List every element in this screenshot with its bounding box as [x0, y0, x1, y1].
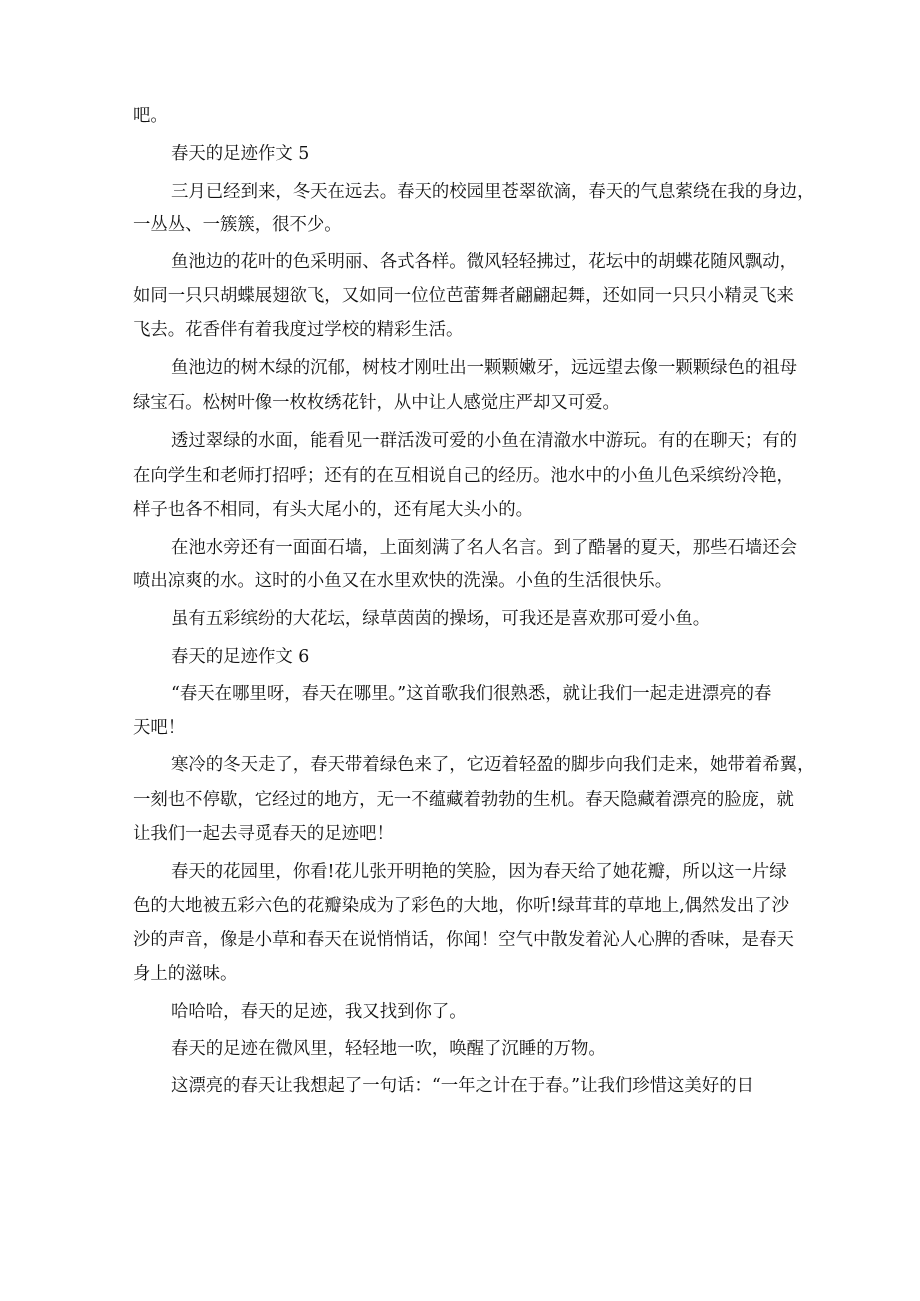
text-line: 让我们一起去寻觅春天的足迹吧！: [133, 824, 394, 844]
text-line: “春天在哪里呀，春天在哪里。”这首歌我们很熟悉，就让我们一起走进漂亮的春: [171, 684, 772, 704]
text-line: 身上的滋味。: [133, 964, 238, 984]
section-heading: 春天的足迹作文 5: [171, 144, 310, 164]
text-line: 色的大地被五彩六色的花瓣染成为了彩色的大地，你听!绿茸茸的草地上,偶然发出了沙: [133, 896, 789, 916]
text-line: 喷出凉爽的水。这时的小鱼又在水里欢快的洗澡。小鱼的生活很快乐。: [133, 571, 673, 591]
text-line: 春天的足迹在微风里，轻轻地一吹，唤醒了沉睡的万物。: [171, 1039, 606, 1059]
text-line: 吧。: [133, 106, 168, 126]
text-line: 寒冷的冬天走了，春天带着绿色来了，它迈着轻盈的脚步向我们走来，她带着希翼，: [171, 755, 815, 775]
text-line: 三月已经到来，冬天在远去。春天的校园里苍翠欲滴，春天的气息萦绕在我的身边，: [171, 182, 815, 202]
text-line: 沙的声音，像是小草和春天在说悄悄话，你闻！空气中散发着沁人心脾的香味，是春天: [133, 930, 794, 950]
text-line: 飞去。花香伴有着我度过学校的精彩生活。: [133, 320, 464, 340]
text-line: 一丛丛、一簇簇，很不少。: [133, 215, 342, 235]
text-line: 春天的花园里，你看!花儿张开明艳的笑脸，因为春天给了她花瓣，所以这一片绿: [171, 862, 787, 882]
text-line: 鱼池边的树木绿的沉郁，树枝才刚吐出一颗颗嫩牙，远远望去像一颗颗绿色的祖母: [171, 358, 798, 378]
text-line: 透过翠绿的水面，能看见一群活泼可爱的小鱼在清澈水中游玩。有的在聊天；有的: [171, 431, 798, 451]
text-line: 哈哈哈，春天的足迹，我又找到你了。: [171, 1002, 467, 1022]
text-line: 一刻也不停歇，它经过的地方，无一不蕴藏着勃勃的生机。春天隐藏着漂亮的脸庞，就: [133, 790, 794, 810]
text-line: 样子也各不相同，有头大尾小的，还有尾大头小的。: [133, 500, 533, 520]
section-heading: 春天的足迹作文 6: [171, 647, 310, 667]
text-line: 天吧！: [133, 718, 186, 738]
text-line: 鱼池边的花叶的色采明丽、各式各样。微风轻轻拂过，花坛中的胡蝶花随风飘动，: [171, 252, 798, 272]
text-line: 虽有五彩缤纷的大花坛，绿草茵茵的操场，可我还是喜欢那可爱小鱼。: [171, 609, 711, 629]
text-line: 绿宝石。松树叶像一枚枚绣花针，从中让人感觉庄严却又可爱。: [133, 393, 620, 413]
text-line: 如同一只只胡蝶展翅欲飞，又如同一位位芭蕾舞者翩翩起舞，还如同一只只小精灵飞来: [133, 286, 794, 306]
text-line: 在向学生和老师打招呼；还有的在互相说自己的经历。池水中的小鱼儿色采缤纷冷艳，: [133, 466, 794, 486]
text-line: 在池水旁还有一面面石墙，上面刻满了名人名言。到了酷暑的夏天，那些石墙还会: [171, 538, 798, 558]
text-line: 这漂亮的春天让我想起了一句话：“一年之计在于春。”让我们珍惜这美好的日: [171, 1076, 754, 1096]
